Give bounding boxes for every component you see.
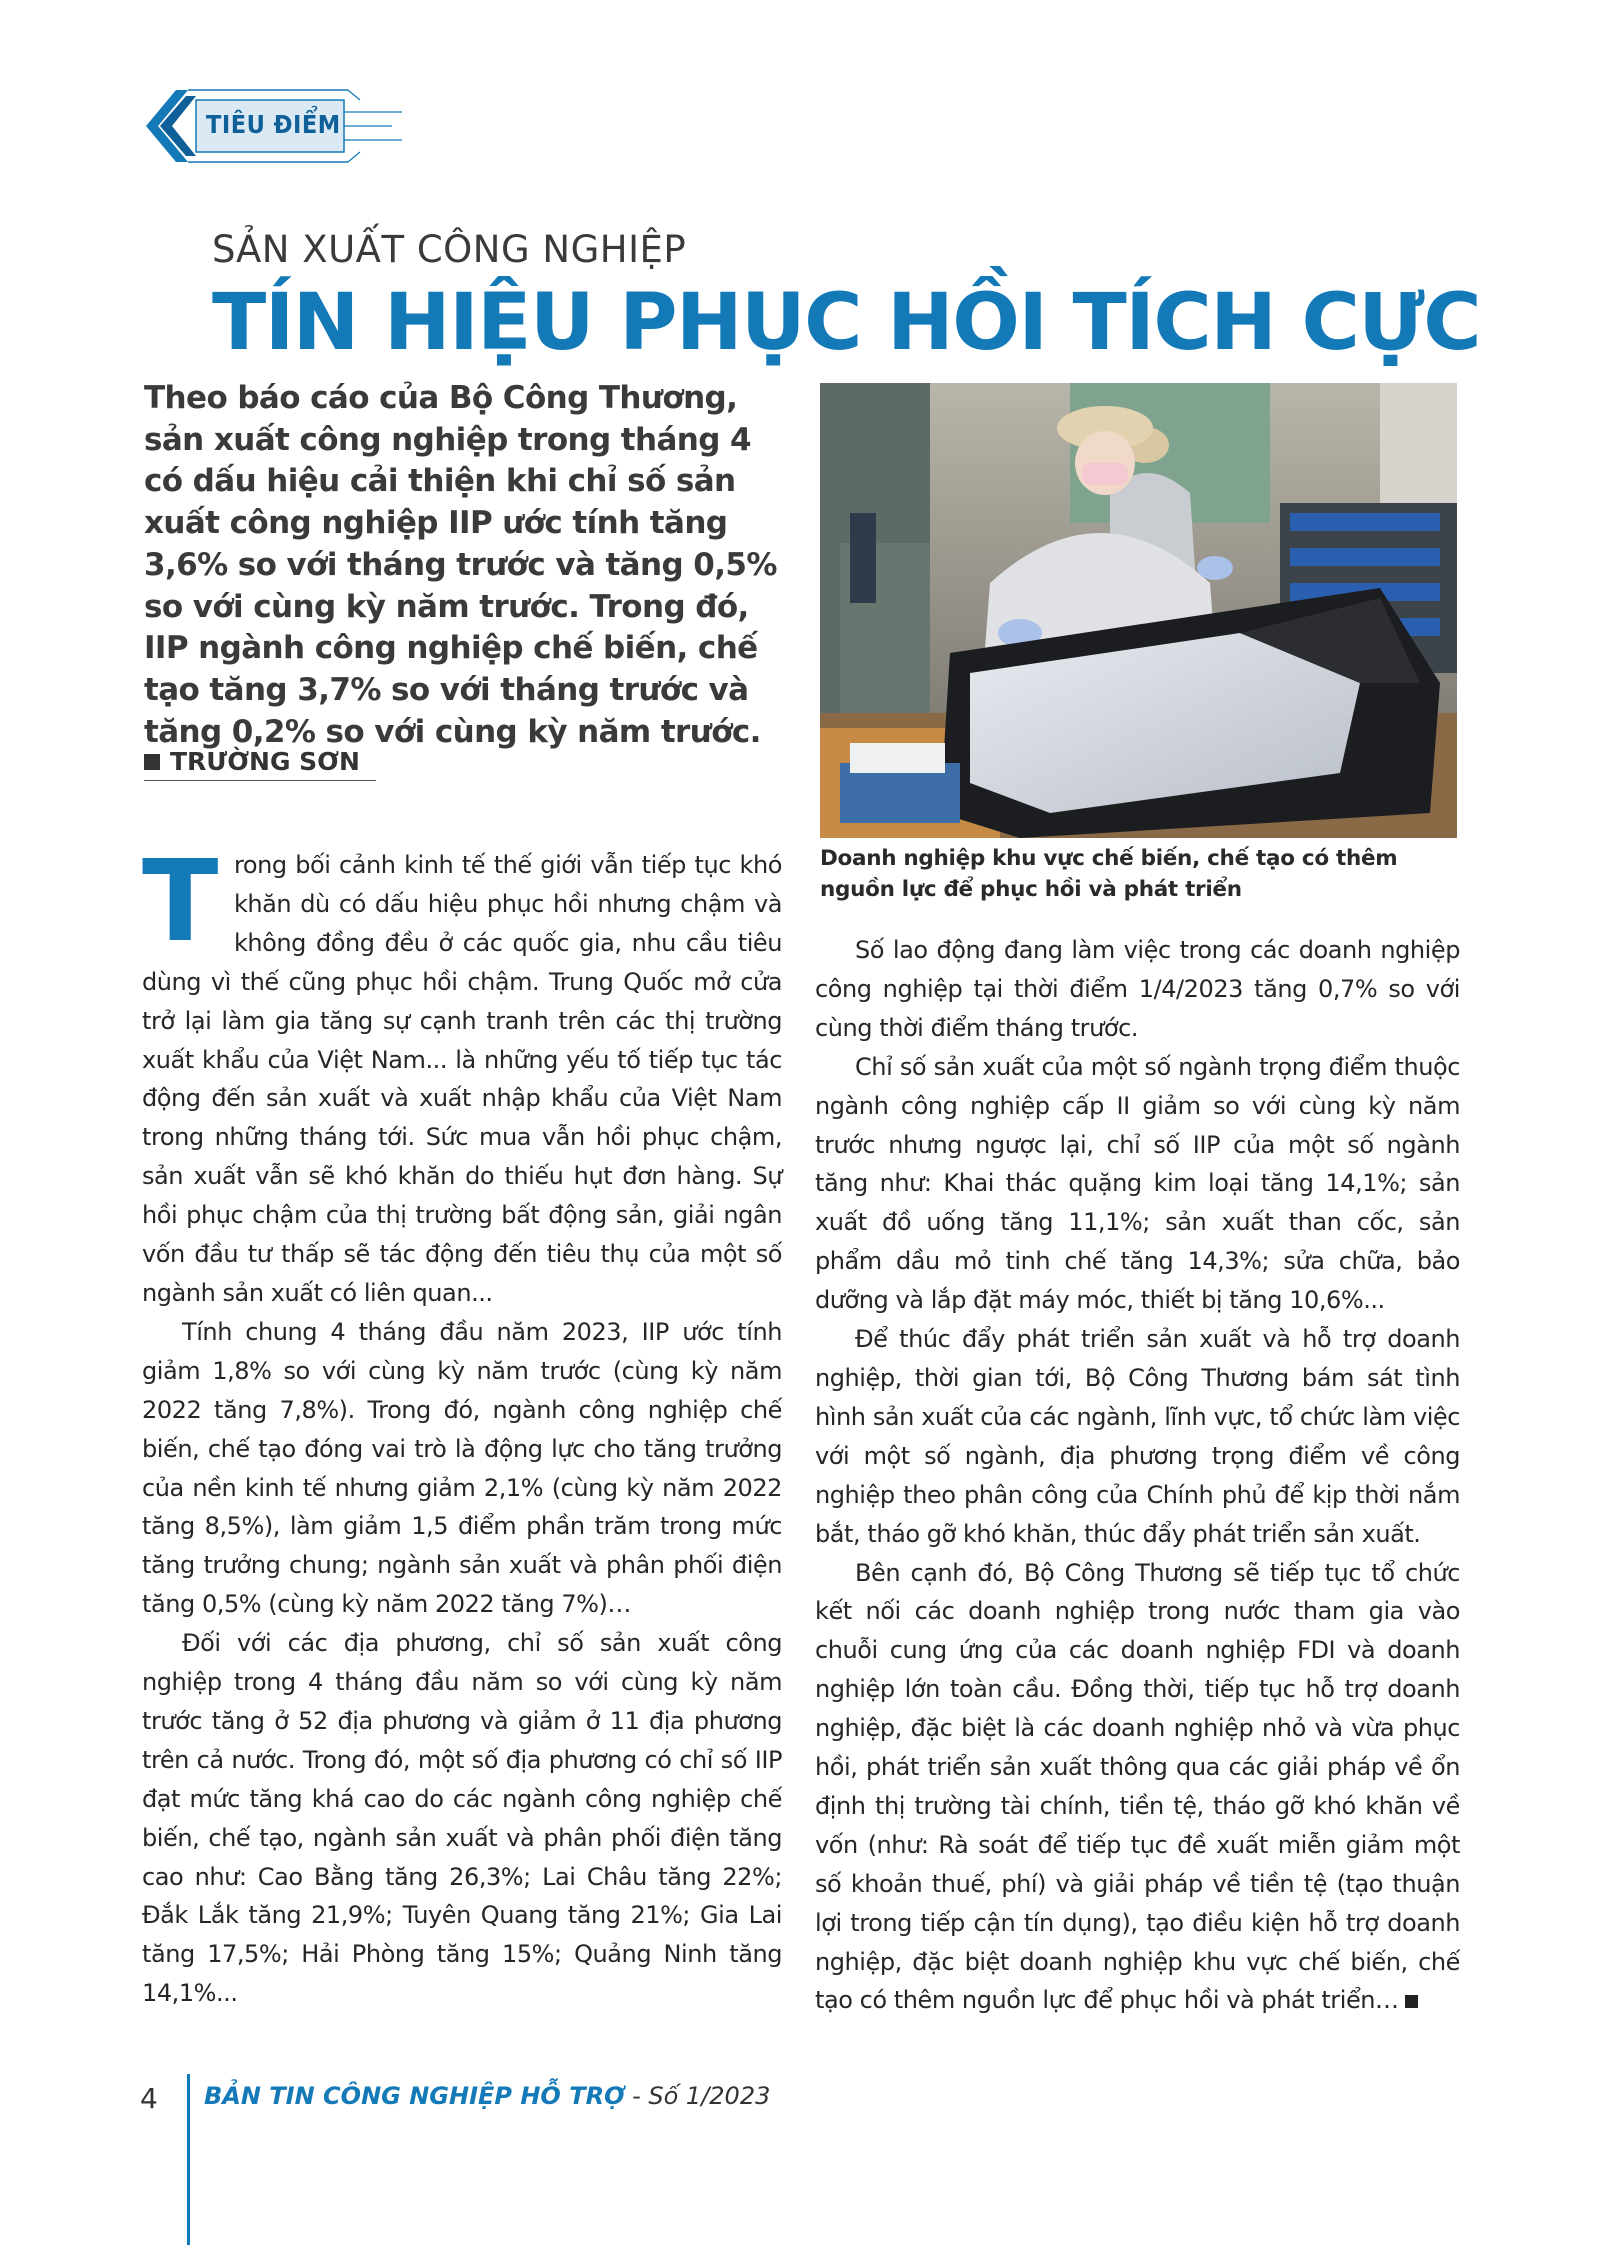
end-of-article-icon xyxy=(1405,1995,1418,2008)
footer-rule xyxy=(187,2074,190,2245)
page-number: 4 xyxy=(140,2082,158,2115)
issue-number: - Số 1/2023 xyxy=(624,2082,771,2110)
section-tag xyxy=(140,86,410,166)
body-column-left xyxy=(142,837,782,2013)
body-paragraph: Để thúc đẩy phát triển sản xuất và hỗ trợ doanh nghiệp, thời gian tới, Bộ Công Thương bám sát tình hình sản xuất của các ngành, lĩnh vực, tổ chức làm việc với một số ngành, địa phương trọng điểm về công nghiệp theo phân công của Chính phủ để kịp thời nắm bắt, tháo gỡ khó khăn, thúc đẩy phát triển sản xuất. xyxy=(815,1325,1460,1548)
author-name: TRƯỜNG SƠN xyxy=(170,747,360,776)
article-headline: TÍN HIỆU PHỤC HỒI TÍCH CỰC xyxy=(212,278,1481,368)
body-paragraph: Trong bối cảnh kinh tế thế giới vẫn tiếp tục khó khăn dù có dấu hiệu phục hồi nhưng chậm và không đồng đều ở các quốc gia, nhu cầu tiêu dùng vì thế cũng phục hồi chậm. Trung Quốc mở cửa trở lại làm gia tăng sự cạnh tranh trên các thị trường xuất khẩu của Việt Nam... là những yếu tố tiếp tục tác động đến sản xuất và xuất nhập khẩu của Việt Nam trong những tháng tới. Sức mua vẫn hồi phục chậm, sản xuất vẫn sẽ khó khăn do thiếu hụt đơn hàng. Sự hồi phục chậm của thị trường bất động sản, giải ngân vốn đầu tư thấp sẽ tác động đến tiêu thụ của một số ngành sản xuất có liên quan... xyxy=(142,837,782,1307)
publication-footer xyxy=(204,2082,770,2110)
body-column-right xyxy=(815,931,1460,2020)
publication-name: BẢN TIN CÔNG NGHIỆP HỖ TRỢ xyxy=(204,2082,625,2110)
byline xyxy=(144,745,376,781)
body-paragraph: Số lao động đang làm việc trong các doanh nghiệp công nghiệp tại thời điểm 1/4/2023 tăng 0,7% so với cùng thời điểm tháng trước. xyxy=(815,936,1460,1042)
factory-worker-image xyxy=(820,383,1457,838)
body-paragraph: Chỉ số sản xuất của một số ngành trọng điểm thuộc ngành công nghiệp cấp II giảm so với cùng kỳ năm trước nhưng ngược lại, chỉ số IIP của một số ngành tăng như: Khai thác quặng kim loại tăng 14,1%; sản xuất đồ uống tăng 11,1%; sản xuất than cốc, sản phẩm dầu mỏ tinh chế tăng 14,3%; sửa chữa, bảo dưỡng và lắp đặt máy móc, thiết bị tăng 10,6%... xyxy=(815,1052,1460,1315)
body-paragraph: Đối với các địa phương, chỉ số sản xuất công nghiệp trong 4 tháng đầu năm so với cùng kỳ năm trước tăng ở 52 địa phương và giảm ở 11 địa phương trên cả nước. Trong đó, một số địa phương có chỉ số IIP đạt mức tăng khá cao do các ngành công nghiệp chế biến, chế tạo, ngành sản xuất và phân phối điện tăng cao như: Cao Bằng tăng 26,3%; Lai Châu tăng 22%; Đắk Lắk tăng 21,9%; Tuyên Quang tăng 21%; Gia Lai tăng 17,5%; Hải Phòng tăng 15%; Quảng Ninh tăng 14,1%... xyxy=(142,1629,782,2008)
body-paragraph: Tính chung 4 tháng đầu năm 2023, IIP ước tính giảm 1,8% so với cùng kỳ năm trước (cùng kỳ năm 2022 tăng 7,8%). Trong đó, ngành công nghiệp chế biến, chế tạo đóng vai trò là động lực cho tăng trưởng của nền kinh tế nhưng giảm 2,1% (cùng kỳ năm 2022 tăng 8,5%), làm giảm 1,5 điểm phần trăm trong mức tăng trưởng chung; ngành sản xuất và phân phối điện tăng 0,5% (cùng kỳ năm 2022 tăng 7%)… xyxy=(142,1317,782,1619)
dropcap: T xyxy=(142,837,218,967)
article-kicker: SẢN XUẤT CÔNG NGHIỆP xyxy=(212,228,687,271)
article-photo xyxy=(820,383,1457,838)
byline-square-icon xyxy=(144,754,160,770)
photo-caption: Doanh nghiệp khu vực chế biến, chế tạo có thêm nguồn lực để phục hồi và phát triển xyxy=(820,846,1398,902)
body-paragraph: Bên cạnh đó, Bộ Công Thương sẽ tiếp tục tổ chức kết nối các doanh nghiệp trong nước tham gia vào chuỗi cung ứng của các doanh nghiệp FDI và doanh nghiệp lớn toàn cầu. Đồng thời, tiếp tục hỗ trợ doanh nghiệp, đặc biệt là các doanh nghiệp nhỏ và vừa phục hồi, phát triển sản xuất thông qua các giải pháp về ổn định thị trường tài chính, tiền tệ, tháo gỡ khó khăn về vốn (như: Rà soát để tiếp tục đề xuất miễn giảm một số khoản thuế, phí) và giải pháp về tiền tệ (tạo thuận lợi trong tiếp cận tín dụng), tạo điều kiện hỗ trợ doanh nghiệp, đặc biệt doanh nghiệp khu vực chế biến, chế tạo có thêm nguồn lực để phục hồi và phát triển… xyxy=(815,1558,1460,2015)
article-lead: Theo báo cáo của Bộ Công Thương, sản xuất công nghiệp trong tháng 4 có dấu hiệu cải thiện khi chỉ số sản xuất công nghiệp IIP ước tính tăng 3,6% so với tháng trước và tăng 0,5% so với cùng kỳ năm trước. Trong đó, IIP ngành công nghiệp chế biến, chế tạo tăng 3,7% so với tháng trước và tăng 0,2% so với cùng kỳ năm trước. xyxy=(144,380,777,750)
section-tag-label: TIÊU ĐIỂM xyxy=(206,110,341,139)
